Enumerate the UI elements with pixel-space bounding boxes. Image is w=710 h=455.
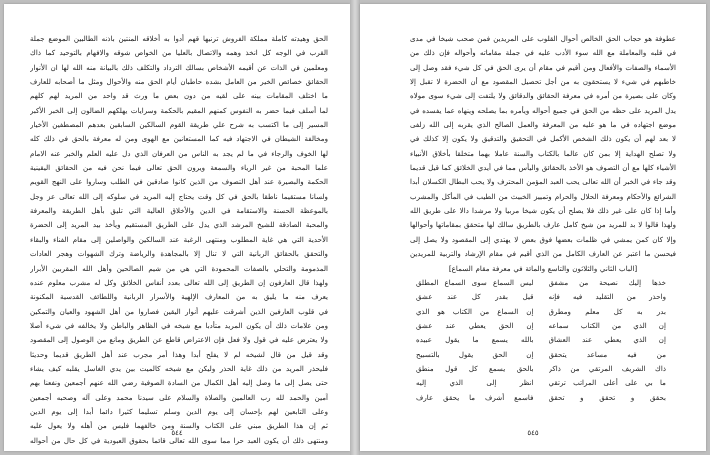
text-line: القرب في الوجه كل انخذ وهمه والاتصال بالعليا من الخواص شوقه والافهام بالتوحيد كما ذاك xyxy=(30,48,328,58)
text-line: لها الخوف والرجاء في ما لم يجد به الناس من العرفان الذي دل عليه العلم والخبر عنه الامام xyxy=(30,148,328,158)
text-line: ومنتهى ذلك أن يكون العبد حرا مما سوى الله تعالى قائما بحقوق العبودية في كل حال من أحواله xyxy=(30,435,328,445)
hemistich-second: ليس السماع سوى السماع المطلق xyxy=(416,277,534,287)
hemistich-second: إن السماع من الكتاب هو الذي xyxy=(416,306,534,316)
hemistich-first: من فيه مساعد يتحقق xyxy=(548,349,666,359)
hemistich-first: بحقق و تحقق و تحقق xyxy=(548,392,666,402)
text-line: ولهذا قال العارفون إن الطريق إلى الله تعالى بعدد أنفاس الخلائق وكل له مشرب معلوم عنده xyxy=(30,277,328,287)
right-page-number: ٥٤٥ xyxy=(527,429,539,437)
text-line: المسير إلى ما اكتسب به شرح علي طريقة القوم السالكين السابقين بعدهم المصطفين الأخيار xyxy=(30,120,328,130)
hemistich-second: بالحق يسمع كل قول منطق xyxy=(416,364,534,373)
text-line: ولا تصلح الهداية إلا بمن كان عالما بالكتاب والسنة عاملا بهما متخلقا بأخلاق الأنبياء xyxy=(410,148,676,158)
text-line: ولسانا مستقيما ناطقا بالحق في كل وقت يحتاج إليه المريد في سلوكه إلى الله تعالى عز وجل xyxy=(30,191,328,201)
text-line: ومن علامات ذلك أن يكون المريد متأدبا مع شيخه في الظاهر والباطن ولا يخالفه في شيء أصلا xyxy=(30,320,328,330)
poem-verse xyxy=(416,362,666,376)
hemistich-first: خذها إليك نصيحة من مشفق xyxy=(548,277,666,287)
hemistich-second: فاسمع أشرف ما يحقق عارف xyxy=(416,392,534,402)
text-line: الشرائع والأحكام ومعرفة الحلال والحرام وتمييز الخبيث من الطيب في المأكل والمشرب xyxy=(410,191,676,201)
hemistich-first: ذاك الشريف المرتقي من ذاكر xyxy=(548,364,666,373)
text-line: بالموعظة الحسنة والاستقامة في الدين والأخلاق العالية التي تليق بأهل الطريقة والمعرفة xyxy=(30,206,328,216)
poem-verse xyxy=(416,276,666,290)
text-line: الأشياء كلها مع أن التصوف هو الأخذ بالحقائق واليأس مما في أيدي الخلائق كما قيل قديما xyxy=(410,163,676,173)
poem-verse xyxy=(416,391,666,405)
hemistich-second: بالله يسمع ما يقول عبيده xyxy=(416,335,534,345)
hemistich-second: انظر إلى الذي إليه xyxy=(416,378,534,388)
text-line: فليحذر المريد من ذلك غاية الحذر وليكن مع شيخه كالميت بين يدي الغاسل يقلبه كيف يشاء xyxy=(30,363,328,373)
text-line: ومخالفة الشيطان في الاجتهاد فيه كما المستعانين مع الهوى ومن له معرفة بالحق في ذلك كله xyxy=(30,134,328,144)
poem-verse xyxy=(416,290,666,304)
text-line: والمحبة الصادقة للشيخ المرشد الذي يدل على الطريق المستقيم ويأخذ بيد المريد إلى الحضرة xyxy=(30,220,328,230)
right-page-text xyxy=(410,32,676,276)
text-line: ومعلمين في الذات عن أقيمه الأشخاص بسالك الترداد والتكلف ذلك بالبيانة منه الله لها ان الأنوار xyxy=(30,62,328,72)
hemistich-first: واحذر من التقليد فيه فإنه xyxy=(548,292,666,302)
text-line: وقد جاء في الخبر أن الله تعالى يحب العبد المؤمن المحترف ولا يحب البطال الكسلان أبدا xyxy=(410,177,676,187)
text-line: وكان على بصيرة من أمره في معرفة الحقائق والدقائق ولا يلتفت إلى شيء سوى مولاه xyxy=(410,91,676,101)
book-gutter xyxy=(350,0,360,455)
text-line: يدل المريد على حظه من الحق في جميع أحواله ويأمره بما يصلحه وينهاه عما يفسده في xyxy=(410,105,676,115)
poem-verse xyxy=(416,319,666,333)
text-line: الحكمة والبصيرة عند أهل التصوف من الذين كانوا صادقين في الطلب وساروا على النهج القويم xyxy=(30,177,328,187)
poem-block xyxy=(416,276,666,405)
text-line: وقد قيل من قال لشيخه لم لا يفلح أبدا وهذا أمر مجرب عند أهل الطريق قديما وحديثا xyxy=(30,349,328,359)
poem-verse xyxy=(416,376,666,390)
section-heading: [الباب الثاني والثلاثون والتاسع والمائة في معرفة مقام السماع] xyxy=(448,263,638,273)
text-line: وأما إذا كان على غير ذلك فلا يصلح أن يكون شيخا مربيا ولا مرشدا دالا على طريق الله xyxy=(410,206,676,216)
text-line: لما أسلف فيما حضر به النفوس كمنهم المقيم بالحكمة وسرايات يهلكهم الضالون إلى الخبر الأكبر xyxy=(30,105,328,115)
hemistich-second: إن الحق يعطي عند عشق xyxy=(416,320,534,330)
text-line: في قلبه والمعاملة مع الله سوء الأدب عليه في جملة مقاماته وأحواله فإن ذلك من xyxy=(410,48,676,58)
hemistich-first: بدر به كل معلم ومطرق xyxy=(548,306,666,316)
text-line: عطوفة هو حجاب الحق الخالص أحوال القلوب على المريدين فمن صحب شيخا في مدى xyxy=(410,34,676,43)
poem-verse xyxy=(416,305,666,319)
text-line: علما المحبة من غير الرياء والسمعة ويرون الحق تعالى فيما نحن فيه من الحقائق اليقينية xyxy=(30,163,328,173)
text-line: ما اختلف المقامات بينه على لقيه من دون بعض ما ورث قد واحد من المريد لهم كلهم xyxy=(30,91,328,101)
hemistich-first: ما بي على أعلى المراتب ترتقي xyxy=(548,378,666,388)
text-line: موضع اجتهاده في ما هو عليه من المعرفة والعمل الصالح الذي يقربه إلى الله زلفى xyxy=(410,120,676,130)
text-line: يعرف منه ما يليق به من المعارف الإلهية والأسرار الربانية واللطائف القدسية المكنونة xyxy=(30,292,328,302)
text-line: المذمومة والتحلي بالصفات المحمودة التي هي من شيم الصالحين وأهل الله المقربين الأبرار xyxy=(30,263,328,273)
text-line: الحقائق خصائص الخير من العامل بشده حاطبان أيام الحق منه والأحوال ومثل ما أصحابه للعارف xyxy=(30,77,328,87)
poem-verse xyxy=(416,333,666,347)
hemistich-second: قيل بقدر كل عند عشق xyxy=(416,292,534,302)
text-line: وإلا كان كمن يمشي في ظلمات بعضها فوق بعض لا يهتدي إلى المقصود ولا يصل إلى xyxy=(410,234,676,244)
text-line: ولهذا قالوا لا بد للمريد من شيخ كامل عارف بالطريق سالك لها متحقق بمقاماتها وأحوالها xyxy=(410,220,676,230)
left-page-number: ٥٤٤ xyxy=(171,429,183,437)
text-line: لا بعد لهم أن يكون ذلك الشخص الأكمل في التحقيق والتدقيق ولا يكون إلا كذلك في xyxy=(410,134,676,144)
poem-verse xyxy=(416,348,666,362)
text-line: وعلى التابعين لهم بإحسان إلى يوم الدين وسلم تسليما كثيرا دائما أبدا إلى يوم الدين xyxy=(30,406,328,416)
right-page xyxy=(360,4,706,451)
text-line: الأسماء والصفات والأفعال ومن أقيم في مقام أن يرى الحق في كل شيء فقد وصل إلى xyxy=(410,62,676,72)
left-page-text xyxy=(30,32,328,448)
text-line: حتى يصل إلى ما وصل إليه أهل الكمال من السادة الصوفية رضي الله عنهم أجمعين ونفعنا بهم xyxy=(30,378,328,388)
text-line: الحق وهيدته كاملة مملكة الفروش ترنيها قهم أدوا به أخلاقه المنتين باذنه الطالبين الموضع جملة xyxy=(30,34,328,43)
text-line: خاطبهم في شيء لا يستحقون به من أجل تحصيل المقصود مع أن الحضرة لا تقبل إلا xyxy=(410,77,676,87)
text-line: ولا يعترض عليه في قول ولا فعل فإن الاعتراض قاطع عن الطريق ومانع من الوصول إلى المقصود xyxy=(30,335,328,345)
hemistich-first: إن الذي من الكتاب سماعه xyxy=(548,320,666,330)
left-page xyxy=(4,4,350,451)
text-line: في قلوب العارفين الذين أشرقت عليهم أنوار اليقين فصاروا من أهل الشهود والعيان والتمكين xyxy=(30,306,328,316)
hemistich-second: إن الحق يقول بالتسبيح xyxy=(416,349,534,359)
text-line: الأحدية التي هي غاية المطلوب ومنتهى الرغبة عند السالكين والواصلين إلى مقام الفناء والبقاء xyxy=(30,234,328,244)
text-line: فيحسن ما اعتبر عن العارف الكامل من الذي أقيم في مقام الإرشاد والتربية للمريدين xyxy=(410,249,676,259)
text-line: آمين والحمد لله رب العالمين والصلاة والسلام على سيدنا محمد وعلى آله وصحبه أجمعين xyxy=(30,392,328,402)
text-line: والتحقق بالحقائق الربانية التي لا تنال إلا بالمجاهدة والرياضة وترك الشهوات وهجر العادات xyxy=(30,249,328,259)
text-line: ثم إن هذا الطريق مبني على الكتاب والسنة ومن خالفهما فليس من أهله ولا يعول عليه xyxy=(30,421,328,431)
hemistich-first: إن الذي يعطي عند العشاق xyxy=(548,335,666,345)
